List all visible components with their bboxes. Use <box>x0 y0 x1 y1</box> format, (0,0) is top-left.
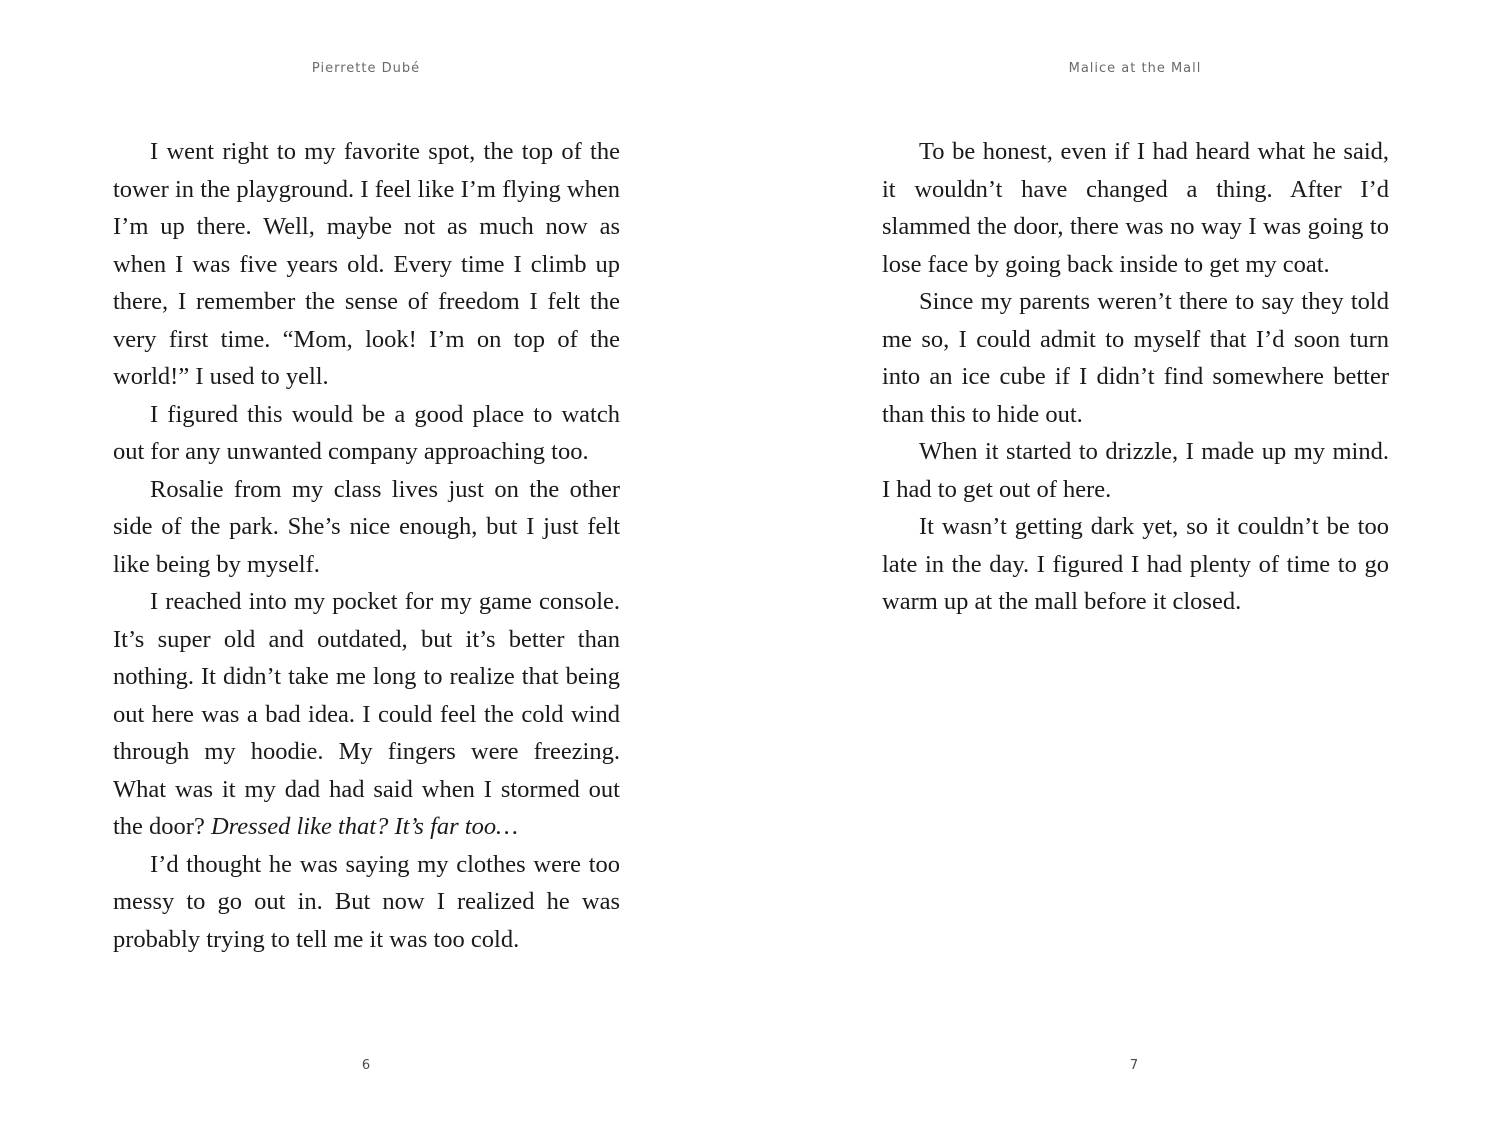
page-number: 7 <box>1129 1058 1139 1073</box>
running-head-author: Pierrette Dubé <box>311 61 421 76</box>
paragraph: When it started to drizzle, I made up my mind. I had to get out of here. <box>882 438 1389 503</box>
running-head-title: Malice at the Mall <box>1068 61 1202 76</box>
right-page-body <box>882 133 1389 621</box>
right-page <box>750 0 1500 1125</box>
paragraph: It wasn’t getting dark yet, so it couldn’t be too late in the day. I figured I had plenty of time to go warm up at the mall before it closed. <box>882 513 1389 615</box>
paragraph: I went right to my favorite spot, the top of the tower in the playground. I feel like I’m flying when I’m up there. Well, maybe not as much now as when I was five years old. Every time I climb up there, I remember the sense of freedom I felt the very first time. “Mom, look! I’m on top of the world!” I used to yell. <box>113 138 620 390</box>
left-page-body <box>113 133 620 958</box>
paragraph: I’d thought he was saying my clothes were too messy to go out in. But now I realized he was probably trying to tell me it was too cold. <box>113 850 620 953</box>
paragraph: To be honest, even if I had heard what he said, it wouldn’t have changed a thing. After I’d slammed the door, there was no way I was going to lose face by going back inside to get my coat. <box>882 138 1389 278</box>
paragraph: Since my parents weren’t there to say they told me so, I could admit to myself that I’d soon turn into an ice cube if I didn’t find somewhere better than this to hide out. <box>882 288 1389 428</box>
paragraph-text: I reached into my pocket for my game console. It’s super old and outdated, but it’s better than nothing. It didn’t take me long to realize that being out here was a bad idea. I could feel the cold wind through my hoodie. My fingers were freezing. What was it my dad had said when I stormed out the door? <box>113 588 620 840</box>
page-number: 6 <box>361 1058 371 1073</box>
paragraph: I figured this would be a good place to watch out for any unwanted company approaching too. <box>113 400 620 465</box>
paragraph <box>113 583 620 846</box>
italic-quote: Dressed like that? It’s far too… <box>210 813 518 840</box>
paragraph: Rosalie from my class lives just on the other side of the park. She’s nice enough, but I just felt like being by myself. <box>113 475 620 578</box>
